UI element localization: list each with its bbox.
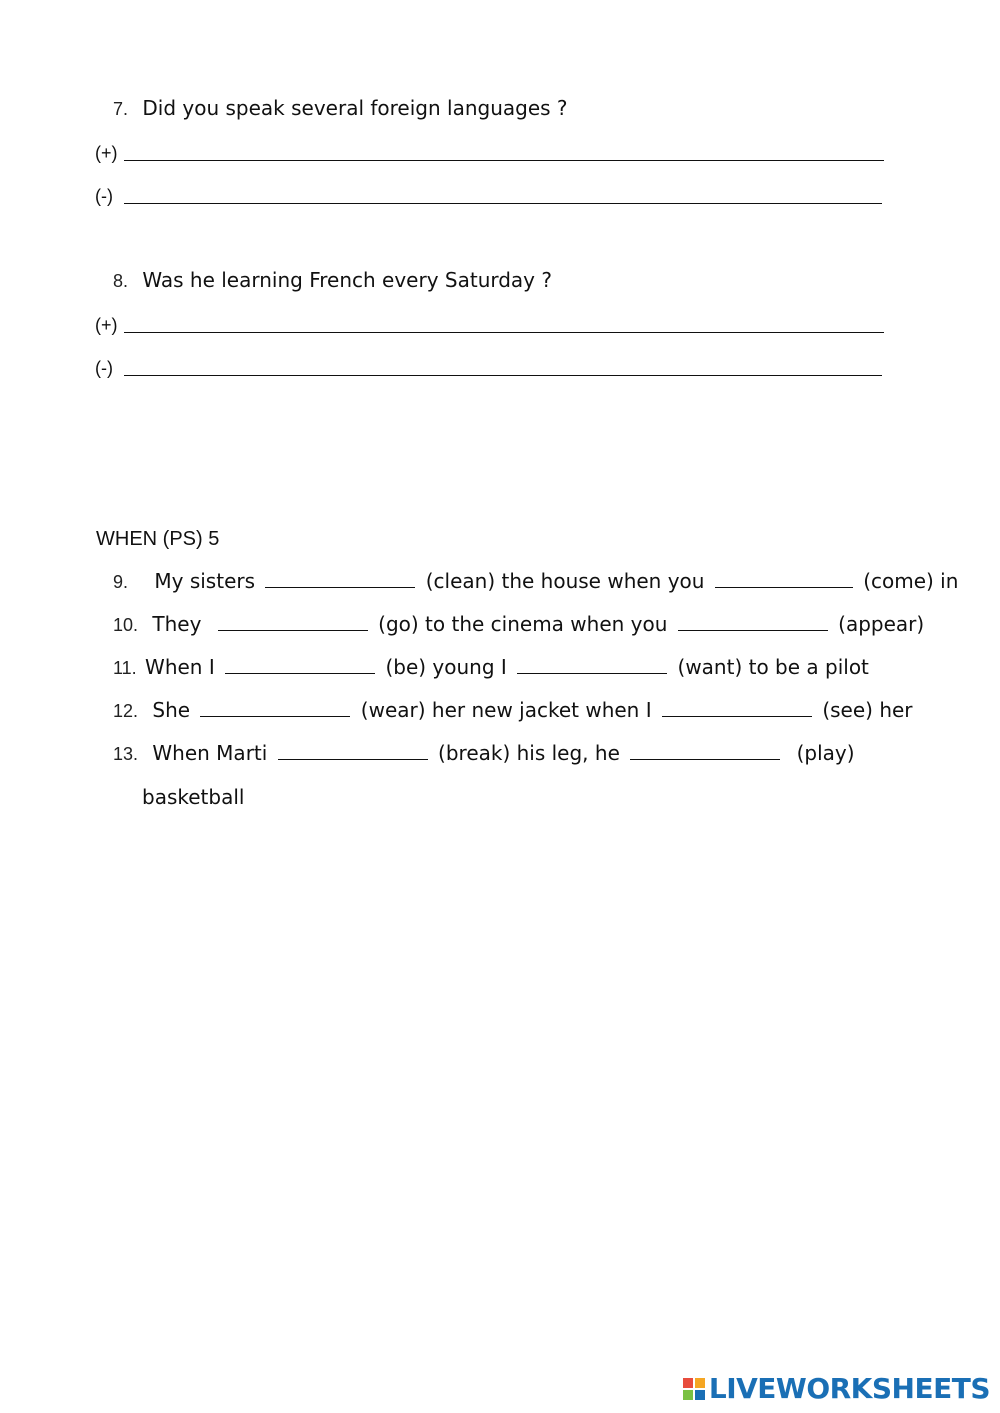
answer-blank[interactable] (662, 698, 812, 717)
item-text: (break) his leg, he (438, 741, 620, 765)
fill-item-12 (113, 698, 913, 722)
item-continuation: basketball (142, 785, 245, 809)
answer-line-positive[interactable] (124, 160, 884, 161)
fill-item-13 (113, 741, 855, 765)
item-number: 11. (113, 658, 137, 678)
answer-line-positive[interactable] (124, 332, 884, 333)
positive-label: (+) (95, 143, 118, 163)
answer-blank[interactable] (225, 655, 375, 674)
item-text: When Marti (152, 741, 268, 765)
answer-blank[interactable] (218, 612, 368, 631)
brand-name: LIVEWORKSHEETS (708, 1372, 990, 1405)
question-number: 7. (113, 99, 129, 119)
answer-blank[interactable] (678, 612, 828, 631)
item-text: (clean) the house when you (425, 569, 705, 593)
liveworksheets-brand (683, 1372, 990, 1405)
item-number: 13. (113, 744, 139, 764)
question-7 (113, 96, 568, 120)
positive-label: (+) (95, 315, 118, 335)
question-8 (113, 268, 552, 292)
fill-item-10 (113, 612, 924, 636)
item-text: (be) young I (385, 655, 507, 679)
answer-blank[interactable] (278, 741, 428, 760)
fill-item-11 (113, 655, 869, 679)
item-text: (see) her (822, 698, 913, 722)
logo-cell (683, 1390, 693, 1400)
answer-blank[interactable] (517, 655, 667, 674)
item-text: My sisters (154, 569, 256, 593)
question-number: 8. (113, 271, 129, 291)
answer-blank[interactable] (715, 569, 853, 588)
logo-cell (695, 1390, 705, 1400)
question-text: Was he learning French every Saturday ? (142, 268, 552, 292)
negative-label: (-) (95, 358, 113, 378)
item-text: (play) (796, 741, 855, 765)
item-text: (want) to be a pilot (677, 655, 869, 679)
item-text: (come) in (863, 569, 959, 593)
section-heading: WHEN (PS) 5 (96, 528, 220, 550)
answer-line-negative[interactable] (124, 375, 882, 376)
fill-item-9 (113, 569, 958, 593)
answer-blank[interactable] (200, 698, 350, 717)
answer-line-negative[interactable] (124, 203, 882, 204)
negative-label: (-) (95, 186, 113, 206)
answer-blank[interactable] (630, 741, 780, 760)
item-text: They (152, 612, 202, 636)
item-number: 12. (113, 701, 139, 721)
brand-logo-icon (683, 1378, 705, 1400)
item-text: (wear) her new jacket when I (360, 698, 652, 722)
logo-cell (695, 1378, 705, 1388)
item-text: She (152, 698, 191, 722)
answer-blank[interactable] (265, 569, 415, 588)
item-number: 10. (113, 615, 139, 635)
item-number: 9. (113, 572, 129, 592)
item-text: (appear) (838, 612, 925, 636)
question-text: Did you speak several foreign languages ? (142, 96, 568, 120)
item-text: When I (145, 655, 215, 679)
logo-cell (683, 1378, 693, 1388)
item-text: (go) to the cinema when you (378, 612, 668, 636)
